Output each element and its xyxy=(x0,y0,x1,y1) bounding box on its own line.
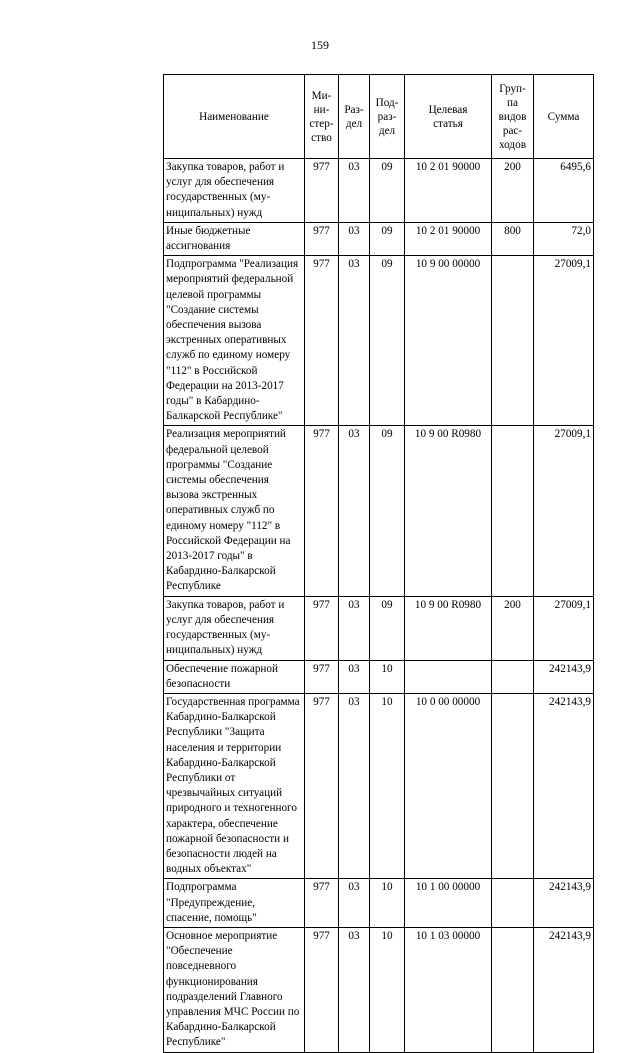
row-target-cell: 10 0 00 00000 xyxy=(405,693,492,878)
row-name-cell: Иные бюджетные ассигнования xyxy=(164,222,305,255)
row-target-cell: 10 9 00 00000 xyxy=(405,256,492,426)
row-group-cell xyxy=(492,426,534,596)
row-section-cell: 03 xyxy=(339,660,370,693)
row-target-cell: 10 1 03 00000 xyxy=(405,927,492,1052)
header-expense-group: Груп- па видов рас- ходов xyxy=(492,75,534,159)
row-section-cell: 03 xyxy=(339,693,370,878)
row-group-cell: 800 xyxy=(492,222,534,255)
row-ministry-cell: 977 xyxy=(305,660,339,693)
table-row xyxy=(164,222,594,255)
row-section-cell: 03 xyxy=(339,222,370,255)
row-subsection-cell: 09 xyxy=(370,426,405,596)
row-group-cell xyxy=(492,927,534,1052)
row-amount-cell: 6495,6 xyxy=(534,159,594,223)
row-section-cell: 03 xyxy=(339,426,370,596)
row-amount-cell: 27009,1 xyxy=(534,426,594,596)
row-ministry-cell: 977 xyxy=(305,693,339,878)
row-subsection-cell: 10 xyxy=(370,660,405,693)
row-group-cell: 200 xyxy=(492,596,534,660)
row-group-cell xyxy=(492,693,534,878)
row-amount-cell: 27009,1 xyxy=(534,596,594,660)
row-amount-cell: 242143,9 xyxy=(534,879,594,928)
row-name-cell: Подпрограмма "Предупреждение, спасение, помощь" xyxy=(164,879,305,928)
row-section-cell: 03 xyxy=(339,596,370,660)
row-target-cell: 10 2 01 90000 xyxy=(405,222,492,255)
row-name-cell: Обеспечение пожарной безопасности xyxy=(164,660,305,693)
row-target-cell: 10 9 00 R0980 xyxy=(405,426,492,596)
row-ministry-cell: 977 xyxy=(305,222,339,255)
row-subsection-cell: 09 xyxy=(370,596,405,660)
row-ministry-cell: 977 xyxy=(305,879,339,928)
row-amount-cell: 72,0 xyxy=(534,222,594,255)
row-ministry-cell: 977 xyxy=(305,426,339,596)
row-section-cell: 03 xyxy=(339,927,370,1052)
row-name-cell: Основное мероприятие "Обеспечение повседневного функционирования подразделений Главного управления МЧС России по Кабардино-Балкарской Республике" xyxy=(164,927,305,1052)
table-row xyxy=(164,426,594,596)
header-name: Наименование xyxy=(164,75,305,159)
row-target-cell: 10 2 01 90000 xyxy=(405,159,492,223)
row-subsection-cell: 09 xyxy=(370,159,405,223)
header-subsection: Под- раз- дел xyxy=(370,75,405,159)
row-name-cell: Реализация мероприятий федеральной целевой программы "Создание системы обеспечения вызова экстренных оперативных служб по единому номеру "112" в Российской Федерации на 2013-2017 годы" в Кабардино-Балкарской Республике xyxy=(164,426,305,596)
row-target-cell: 10 1 00 00000 xyxy=(405,879,492,928)
table-row xyxy=(164,927,594,1052)
table-row xyxy=(164,596,594,660)
row-ministry-cell: 977 xyxy=(305,596,339,660)
row-subsection-cell: 10 xyxy=(370,927,405,1052)
row-name-cell: Закупка товаров, работ и услуг для обеспечения государственных (му- ниципальных) нужд xyxy=(164,596,305,660)
row-subsection-cell: 09 xyxy=(370,256,405,426)
row-amount-cell: 27009,1 xyxy=(534,256,594,426)
row-ministry-cell: 977 xyxy=(305,159,339,223)
table-row xyxy=(164,256,594,426)
table-row xyxy=(164,660,594,693)
table-row xyxy=(164,693,594,878)
page-number: 159 xyxy=(311,38,329,52)
row-ministry-cell: 977 xyxy=(305,927,339,1052)
row-section-cell: 03 xyxy=(339,879,370,928)
row-target-cell: 10 9 00 R0980 xyxy=(405,596,492,660)
row-name-cell: Закупка товаров, работ и услуг для обеспечения государственных (му- ниципальных) нужд xyxy=(164,159,305,223)
row-group-cell: 200 xyxy=(492,159,534,223)
row-section-cell: 03 xyxy=(339,256,370,426)
row-amount-cell: 242143,9 xyxy=(534,927,594,1052)
row-subsection-cell: 10 xyxy=(370,879,405,928)
row-amount-cell: 242143,9 xyxy=(534,693,594,878)
header-amount: Сумма xyxy=(534,75,594,159)
header-row xyxy=(164,75,594,159)
header-section: Раз- дел xyxy=(339,75,370,159)
header-target: Целевая статья xyxy=(405,75,492,159)
table-row xyxy=(164,159,594,223)
row-amount-cell: 242143,9 xyxy=(534,660,594,693)
budget-table xyxy=(163,74,594,1053)
row-name-cell: Государственная программа Кабардино-Балкарской Республики "Защита населения и территории Кабардино-Балкарской Республики от чрезвычайных ситуаций природного и техногенного характера, обеспечение пожарной безопасности и безопасности людей на водных объектах" xyxy=(164,693,305,878)
row-subsection-cell: 10 xyxy=(370,693,405,878)
row-group-cell xyxy=(492,256,534,426)
row-subsection-cell: 09 xyxy=(370,222,405,255)
table-row xyxy=(164,879,594,928)
row-group-cell xyxy=(492,660,534,693)
row-name-cell: Подпрограмма "Реализация мероприятий федеральной целевой программы "Создание системы обеспечения вызова экстренных оперативных служб по единому номеру "112" в Российской Федерации на 2013-2017 годы" в Кабардино-Балкарской Республике" xyxy=(164,256,305,426)
row-target-cell xyxy=(405,660,492,693)
row-section-cell: 03 xyxy=(339,159,370,223)
row-group-cell xyxy=(492,879,534,928)
row-ministry-cell: 977 xyxy=(305,256,339,426)
header-ministry: Ми- ни- стер- ство xyxy=(305,75,339,159)
